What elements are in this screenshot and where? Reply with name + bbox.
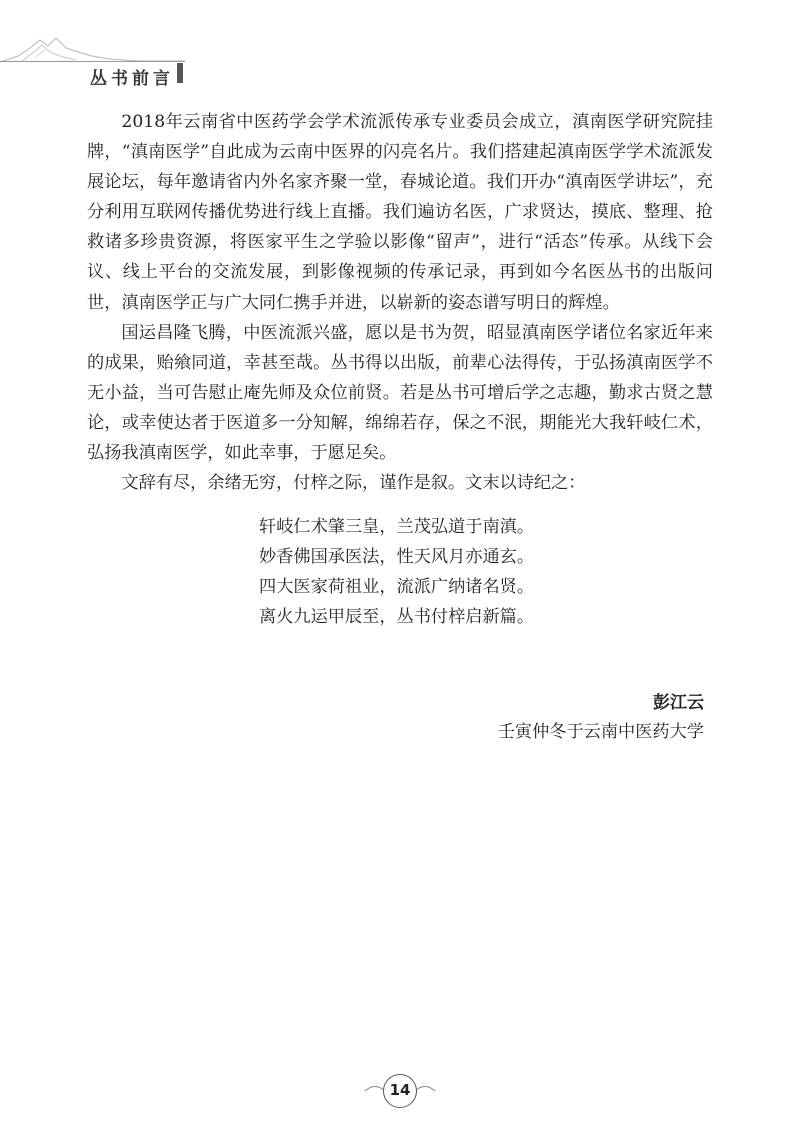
page-number: 14 [383,1074,417,1108]
poem-line: 妙香佛国承医法，性天风月亦通玄。 [259,547,535,568]
poem-line: 离火九运甲辰至，丛书付梓启新篇。 [259,607,535,628]
header-rule [0,61,185,62]
poem-line: 四大医家荷祖业，流派广纳诸名贤。 [259,577,535,598]
paragraph-3: 文辞有尽，余绪无穷，付梓之际，谨作是叙。文末以诗纪之： [121,473,586,494]
page-number-footer [355,1074,445,1114]
running-header [0,0,800,95]
signature-block [498,689,704,747]
date-place: 壬寅仲冬于云南中医药大学 [497,722,704,742]
preface-body [87,107,713,498]
paragraph-1: 2018年云南省中医药学会学术流派传承专业委员会成立，滇南医学研究院挂牌，“滇南医学”自此成为云南中医界的闪亮名片。我们搭建起滇南医学学术流派发展论坛，每年邀请省内外名家齐聚一堂，春城论道。我们开办“滇南医学讲坛”，充分利用互联网传播优势进行线上直播。我们遍访名医，广求贤达，摸底、整理、抢救诸多珍贵资源，将医家平生之学验以影像“留声”，进行“活态”传承。从线下会议、线上平台的交流发展，到影像视频的传承记录，再到如今名医丛书的出版问世，滇南医学正与广大同仁携手并进，以崭新的姿态谱写明日的辉煌。 [87,112,713,313]
header-title: 丛书前言 [90,69,174,89]
author-name: 彭江云 [653,693,704,713]
poem [259,512,534,632]
poem-line: 轩岐仁术肇三皇，兰茂弘道于南滇。 [259,517,535,537]
header-bar [177,63,183,83]
paragraph-2: 国运昌隆飞腾，中医流派兴盛，愿以是书为贺，昭显滇南医学诸位名家近年来的成果，贻飨同道，幸甚至哉。丛书得以出版，前辈心法得传，于弘扬滇南医学不无小益，当可告慰止庵先师及众位前贤。若是丛书可增后学之志趣，勤求古贤之慧论，或幸使达者于医道多一分知解，绵绵若存，保之不泯，期能光大我轩岐仁术，弘扬我滇南医学，如此幸事，于愿足矣。 [87,322,713,464]
